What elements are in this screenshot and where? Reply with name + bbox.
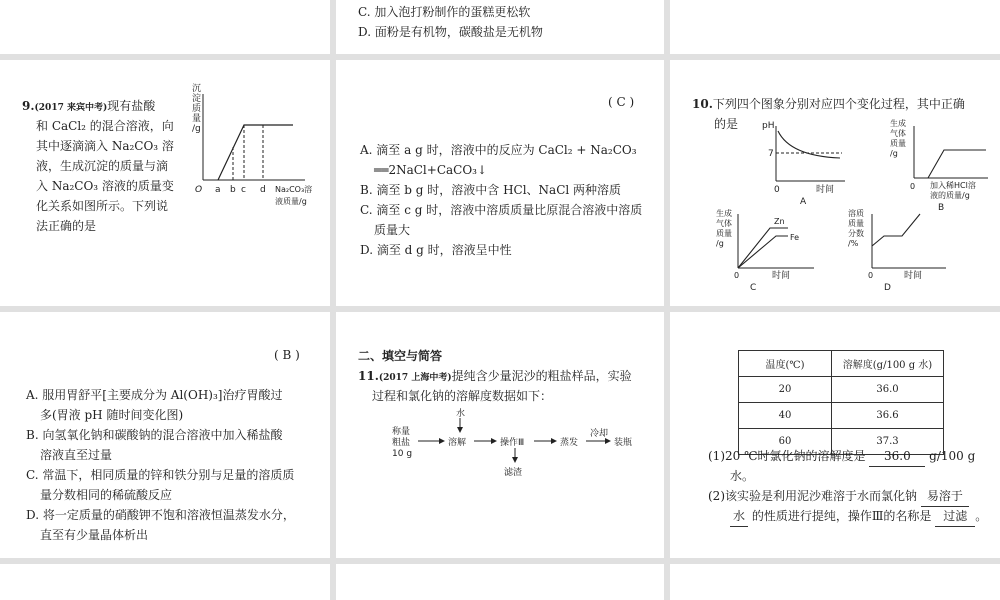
svg-text:0: 0 — [910, 182, 916, 191]
graph-d — [846, 206, 966, 296]
stem-line: 液，生成沉淀的质量与滴 — [36, 159, 169, 173]
answer: ( B ) — [274, 348, 300, 362]
svg-text:质: 质 — [192, 104, 202, 114]
panel-top-left — [0, 0, 330, 54]
option-b-cont: 溶液直至过量 — [40, 448, 113, 462]
option-a: A. 服用胃舒平[主要成分为 Al(OH)₃]治疗胃酸过 — [26, 388, 283, 402]
panel-bottom-mid — [336, 564, 664, 600]
sub-question-1: (1)20 ℃时氯化钠的溶解度是 36.0 g/100 g — [708, 446, 975, 467]
svg-text:O: O — [195, 185, 203, 195]
svg-text:B: B — [938, 203, 945, 213]
option-c-cont: 量分数相同的稀硫酸反应 — [40, 488, 173, 502]
question-source: (2017 来宾中考) — [34, 103, 108, 113]
svg-text:d: d — [260, 185, 266, 195]
svg-text:沉: 沉 — [192, 84, 202, 94]
graph-c — [714, 206, 834, 296]
option-b: B. 向氢氧化钠和碳酸钠的混合溶液中加入稀盐酸 — [26, 428, 283, 442]
stem-line: 其中逐滴滴入 Na₂CO₃ 溶 — [36, 139, 174, 153]
svg-text:7: 7 — [768, 149, 774, 159]
table-row: 20 36.0 — [739, 377, 944, 403]
svg-text:淀: 淀 — [192, 94, 202, 104]
svg-text:0: 0 — [734, 271, 740, 280]
svg-text:量: 量 — [192, 114, 202, 124]
panel-bottom-right — [670, 564, 1000, 600]
svg-text:b: b — [230, 185, 236, 195]
question-number: 11. — [358, 369, 379, 383]
svg-text:/g: /g — [716, 239, 724, 248]
option-d: D. 滴至 d g 时，溶液呈中性 — [360, 243, 512, 257]
option-a: A. 滴至 a g 时，溶液中的反应为 CaCl₂ + Na₂CO₃ — [360, 143, 637, 157]
graph-a — [760, 116, 870, 206]
question-number: 9. — [22, 99, 35, 113]
answer-blank: 36.0 — [869, 446, 925, 467]
stem-line: 下列四个图象分别对应四个变化过程，其中正确 — [712, 97, 965, 111]
table-header: 温度(℃) — [739, 351, 832, 377]
sub-question-1-cont: 水。 — [730, 469, 755, 483]
svg-text:/%: /% — [848, 239, 859, 248]
option-d-cont: 直至有少量晶体析出 — [40, 528, 149, 542]
answer-blank: 水 — [730, 506, 748, 527]
svg-text:溶质: 溶质 — [848, 209, 864, 218]
panel-q11 — [336, 312, 664, 558]
svg-text:Na₂CO₃溶: Na₂CO₃溶 — [275, 185, 313, 194]
solubility-table — [738, 350, 944, 455]
option-b: B. 滴至 b g 时，溶液中含 HCl、NaCl 两种溶质 — [360, 183, 622, 197]
svg-text:Zn: Zn — [774, 217, 785, 226]
svg-text:操作Ⅲ: 操作Ⅲ — [500, 438, 525, 448]
panel-q10 — [670, 60, 1000, 306]
svg-text:0: 0 — [774, 185, 780, 195]
svg-text:质量: 质量 — [890, 139, 906, 148]
precipitate-graph — [190, 80, 325, 215]
option-c: C. 滴至 c g 时，溶液中溶质质量比原混合溶液中溶质 — [360, 203, 643, 217]
svg-text:/g: /g — [890, 149, 898, 158]
svg-text:时间: 时间 — [772, 271, 791, 281]
section-title: 二、填空与简答 — [358, 349, 443, 363]
panel-q9-options — [336, 60, 664, 306]
svg-text:溶解: 溶解 — [448, 438, 467, 448]
stem-line: 化关系如图所示。下列说 — [36, 199, 169, 213]
stem-line: 的是 — [714, 117, 739, 131]
svg-text:液质量/g: 液质量/g — [275, 197, 307, 206]
svg-text:气体: 气体 — [890, 129, 906, 138]
option-a-cont: 多(胃液 pH 随时间变化图) — [40, 408, 184, 422]
svg-text:分数: 分数 — [848, 229, 864, 238]
svg-text:A: A — [800, 197, 807, 206]
svg-text:冷却: 冷却 — [590, 429, 609, 439]
graph-b — [888, 116, 1000, 216]
answer-blank: 易溶于 — [921, 486, 969, 507]
svg-text:装瓶: 装瓶 — [614, 438, 633, 448]
svg-text:0: 0 — [868, 271, 874, 280]
svg-text:质量: 质量 — [716, 229, 732, 238]
svg-text:生成: 生成 — [716, 209, 732, 218]
panel-q10-options — [0, 312, 330, 558]
svg-text:a: a — [215, 185, 221, 195]
stem-line: 和 CaCl₂ 的混合溶液，向 — [36, 119, 174, 133]
option-c: C. 加入泡打粉制作的蛋糕更松软 — [358, 5, 531, 19]
option-a-equation: ══2NaCl+CaCO₃↓ — [374, 163, 488, 177]
svg-text:D: D — [884, 283, 891, 293]
stem-line: 现有盐酸 — [107, 99, 156, 113]
table-row: 60 37.3 — [739, 429, 944, 455]
option-c: C. 常温下，相同质量的锌和铁分别与足量的溶质质 — [26, 468, 295, 482]
svg-text:生成: 生成 — [890, 119, 906, 128]
svg-text:气体: 气体 — [716, 219, 732, 228]
svg-text:蒸发: 蒸发 — [560, 438, 579, 448]
stem-line: 过程和氯化钠的溶解度数据如下： — [372, 389, 553, 403]
svg-text:加入稀HCl溶: 加入稀HCl溶 — [930, 181, 976, 190]
svg-text:水: 水 — [456, 409, 466, 419]
question-source: (2017 上海中考) — [378, 373, 452, 383]
svg-text:10 g: 10 g — [392, 449, 413, 459]
svg-text:/g: /g — [192, 124, 201, 134]
stem-line: 入 Na₂CO₃ 溶液的质量变 — [36, 179, 174, 193]
svg-text:Fe: Fe — [790, 233, 800, 242]
svg-text:粗盐: 粗盐 — [392, 438, 411, 448]
stem-line: 法正确的是 — [36, 219, 97, 233]
option-d: D. 面粉是有机物，碳酸盐是无机物 — [358, 25, 543, 39]
svg-text:C: C — [750, 283, 757, 293]
sub-question-2: (2)该实验是利用泥沙难溶于水而氯化钠 易溶于 — [708, 486, 969, 507]
svg-text:pH: pH — [762, 121, 775, 131]
question-number: 10. — [692, 97, 713, 111]
svg-text:称量: 称量 — [392, 427, 411, 437]
svg-text:时间: 时间 — [816, 185, 835, 195]
panel-bottom-left — [0, 564, 330, 600]
stem-line: 提纯含少量泥沙的粗盐样品，实验 — [451, 369, 632, 383]
panel-top-right — [670, 0, 1000, 54]
svg-text:质量: 质量 — [848, 219, 864, 228]
table-header: 溶解度(g/100 g 水) — [832, 351, 944, 377]
option-c-cont: 质量大 — [374, 223, 411, 237]
svg-text:液的质量/g: 液的质量/g — [930, 191, 970, 200]
panel-q11-table: 温度(℃) 溶解度(g/100 g 水) 20 36.0 40 36.6 60 37.3 (1)20 ℃时氯化钠的溶解度是 36.0 g/100 g 水。 (2)该实验是利用泥沙难溶于水而氯化钠 易溶于 水 的性质进行提纯，操作Ⅲ的名称是 过滤 。 — [670, 312, 1000, 558]
answer: ( C ) — [608, 95, 635, 109]
process-flowchart — [384, 408, 654, 488]
svg-text:滤渣: 滤渣 — [504, 468, 523, 478]
answer-blank: 过滤 — [935, 506, 975, 527]
svg-text:c: c — [241, 185, 246, 195]
table-row: 40 36.6 — [739, 403, 944, 429]
panel-q9-stem — [0, 60, 330, 306]
panel-top-mid — [336, 0, 664, 54]
svg-text:时间: 时间 — [904, 271, 923, 281]
option-d: D. 将一定质量的硝酸钾不饱和溶液恒温蒸发水分， — [26, 508, 295, 522]
